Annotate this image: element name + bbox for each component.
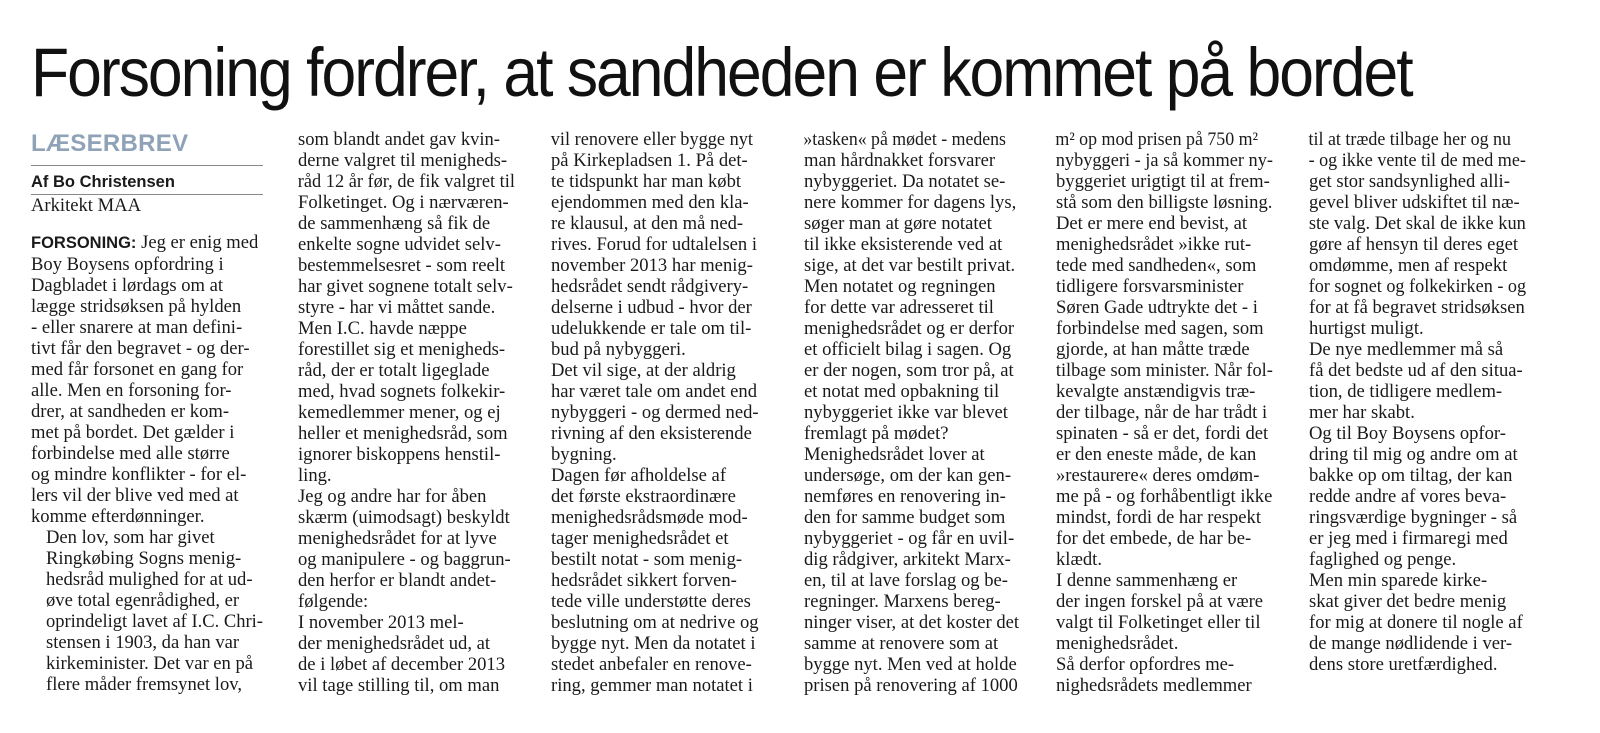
author-byline: Af Bo Christensen xyxy=(31,171,263,195)
text-line: »restaurere« deres omdøm- xyxy=(1056,465,1260,486)
text-line: alle. Men en forsoning for- xyxy=(31,380,232,401)
text-line: dig rådgiver, arkitekt Marx- xyxy=(804,549,1011,570)
text-line: råd 12 år før, de fik valgret til xyxy=(297,171,515,192)
text-line: vil renovere eller bygge nyt xyxy=(550,129,753,150)
text-line: tidligere forsvarsminister xyxy=(1056,276,1244,297)
text-line: samme at renovere som at xyxy=(804,633,999,654)
text-line: forbindelse med sagen, som xyxy=(1056,318,1264,339)
text-line: nighedsrådets medlemmer xyxy=(1056,675,1252,696)
text-line: øve total egenrådighed, er xyxy=(46,590,240,611)
text-line: kemedlemmer mener, og ej xyxy=(298,402,501,423)
text-line: gøre af hensyn til deres eget xyxy=(1309,234,1519,255)
text-line: og mindre konflikter - for el- xyxy=(31,464,247,485)
text-line: vil tage stilling til, om man xyxy=(298,675,500,696)
text-line: omdømme, men af respekt xyxy=(1309,255,1508,276)
column-body xyxy=(1041,129,1273,696)
article-paragraph xyxy=(536,360,768,465)
text-line: derne valgret til menigheds- xyxy=(298,150,508,171)
text-line: kirkeminister. Det var en på xyxy=(46,653,254,674)
text-line: Dagen før afholdelse af xyxy=(551,465,727,486)
text-line: me på - og forhåbentligt ikke xyxy=(1056,486,1273,507)
text-line: prisen på renovering af 1000 xyxy=(804,675,1018,696)
text-line: kevalgte anstændigvis træ- xyxy=(1056,381,1256,402)
text-line: valgt til Folketinget eller til xyxy=(1056,612,1261,633)
article-paragraph xyxy=(31,527,263,695)
text-line: ste valg. Det skal de ikke kun xyxy=(1308,213,1526,234)
text-line: fremlagt på mødet? xyxy=(804,423,949,444)
text-line: Søren Gade udtrykte det - i xyxy=(1056,297,1258,318)
text-line: november 2013 har menig- xyxy=(551,255,753,276)
text-line: dring til mig og andre om at xyxy=(1309,444,1518,465)
text-line: hedsrådet sendt rådgivery- xyxy=(551,276,749,297)
text-line: med, hvad sognets folkekir- xyxy=(298,381,506,402)
text-line: heller et menighedsråd, som xyxy=(298,423,508,444)
text-line: spinaten - så er det, fordi det xyxy=(1056,423,1269,444)
text-line: et officielt bilag i sagen. Og xyxy=(804,339,1012,360)
article-column-3 xyxy=(536,129,768,696)
text-line: hedsråd mulighed for at ud- xyxy=(46,569,253,590)
text-line: - og ikke vente til de med me- xyxy=(1308,150,1526,171)
text-line: met på bordet. Det gælder i xyxy=(31,422,235,443)
text-line: I denne sammenhæng er xyxy=(1056,570,1238,591)
text-line: hurtigst muligt. xyxy=(1309,318,1424,339)
article-column-1 xyxy=(31,129,263,695)
text-line: tilbage som minister. Når fol- xyxy=(1055,360,1273,381)
text-line: I november 2013 mel- xyxy=(298,612,464,633)
text-line: for dette var adresseret til xyxy=(804,297,994,318)
text-line: menighedsrådet og er derfor xyxy=(804,318,1015,339)
text-line: som blandt andet gav kvin- xyxy=(297,129,501,150)
author-title: Arkitekt MAA xyxy=(31,195,142,216)
article-paragraph xyxy=(283,612,515,696)
text-line: menighedsrådet »ikke rut- xyxy=(1056,234,1252,255)
text-line: rivning af den eksisterende xyxy=(551,423,752,444)
text-line: skat giver det bedre menig xyxy=(1309,591,1507,612)
text-line: har været tale om andet end xyxy=(551,381,758,402)
article-paragraph xyxy=(1294,129,1526,339)
text-line: der tilbage, når de har trådt i xyxy=(1056,402,1268,423)
text-line: redde andre af vores beva- xyxy=(1309,486,1507,507)
text-line: nybyggeri - ja så kommer ny- xyxy=(1055,150,1273,171)
text-line: stensen i 1903, da han var xyxy=(46,632,240,653)
text-line: Folketinget. Og i nærværen- xyxy=(298,192,509,213)
article-paragraph xyxy=(1041,213,1273,570)
article-headline: Forsoning fordrer, at sandheden er kommet på bordet xyxy=(31,34,1412,111)
text-line: Dagbladet i lørdags om at xyxy=(31,275,224,296)
text-line: De nye medlemmer må så xyxy=(1309,339,1504,360)
text-line: ring, gemmer man notatet i xyxy=(551,675,753,696)
article-paragraph xyxy=(536,129,768,360)
article-column-6 xyxy=(1294,129,1526,675)
text-line: bakke op om tiltag, der kan xyxy=(1309,465,1513,486)
text-line: bygge nyt. Men ved at holde xyxy=(804,654,1017,675)
text-line: delserne i udbud - hvor der xyxy=(551,297,752,318)
text-line: Den lov, som har givet xyxy=(46,527,215,548)
text-line: på Kirkepladsen 1. På det- xyxy=(551,150,748,171)
article-paragraph xyxy=(283,318,515,486)
text-line: for det embede, de har be- xyxy=(1056,528,1252,549)
text-line: nybyggeriet ikke var blevet xyxy=(804,402,1008,423)
text-line: har givet sognene totalt selv- xyxy=(298,276,513,297)
column-body xyxy=(31,232,263,695)
text-line: beslutning om at nedrive og xyxy=(551,612,759,633)
text-line: m² op mod prisen på 750 m² xyxy=(1055,129,1258,150)
text-line: nybyggeriet - og får en uvil- xyxy=(804,528,1015,549)
text-line: forestillet sig et menigheds- xyxy=(298,339,506,360)
article-paragraph xyxy=(1294,423,1526,570)
text-line: byggeriet urigtigt til at frem- xyxy=(1056,171,1270,192)
text-line: sige, at det var bestilt privat. xyxy=(804,255,1016,276)
text-line: mindst, fordi de har respekt xyxy=(1056,507,1261,528)
text-line: ignorer biskoppens henstil- xyxy=(298,444,501,465)
text-line: ling. xyxy=(298,465,332,486)
text-line: den herfor er blandt andet- xyxy=(298,570,497,591)
text-line: Det vil sige, at der aldrig xyxy=(551,360,736,381)
text-line: de i løbet af december 2013 xyxy=(298,654,506,675)
text-line: komme efterdønninger. xyxy=(31,506,205,527)
text-line: Men notatet og regningen xyxy=(804,276,996,297)
text-line: regninger. Marxens bereg- xyxy=(804,591,1001,612)
text-line: menighedsrådet for at lyve xyxy=(298,528,497,549)
text-line: er der nogen, som tror på, at xyxy=(804,360,1014,381)
text-line: lers vil der blive ved med at xyxy=(31,485,239,506)
text-line: dens store uretfærdighed. xyxy=(1309,654,1498,675)
text-line: styre - har vi måttet sande. xyxy=(298,297,496,318)
text-line: undersøge, om der kan gen- xyxy=(804,465,1012,486)
text-line: »tasken« på mødet - medens xyxy=(803,129,1006,150)
text-line: følgende: xyxy=(298,591,369,612)
article-column-4 xyxy=(789,129,1021,696)
article-paragraph xyxy=(283,129,515,318)
article-paragraph xyxy=(789,129,1021,444)
text-line: Det er mere end bevist, at xyxy=(1056,213,1248,234)
article-paragraph xyxy=(1294,570,1526,675)
text-line: søger man at gøre notatet xyxy=(804,213,992,234)
text-line: Boy Boysens opfordring i xyxy=(31,254,224,275)
text-line: det første ekstraordinære xyxy=(551,486,736,507)
text-line: oprindeligt lavet af I.C. Chri- xyxy=(45,611,263,632)
text-line: bestemmelsesret - som reelt xyxy=(298,255,506,276)
article-paragraph xyxy=(789,444,1021,696)
text-line: for mig at donere til nogle af xyxy=(1309,612,1523,633)
text-line: menighedsrådsmøde mod- xyxy=(551,507,748,528)
text-line: skærm (uimodsagt) beskyldt xyxy=(298,507,510,528)
text-line: et notat med opbakning til xyxy=(804,381,1000,402)
text-line: Ringkøbing Sogns menig- xyxy=(46,548,242,569)
text-line: menighedsrådet. xyxy=(1056,633,1179,654)
text-line: til ikke eksisterende ved at xyxy=(804,234,1003,255)
text-line: nybyggeriet. Da notatet se- xyxy=(804,171,1006,192)
text-line: nybyggeri - og dermed ned- xyxy=(551,402,759,423)
text-line: tivt får den begravet - og der- xyxy=(31,338,250,359)
article-paragraph xyxy=(1041,654,1273,696)
article-column-5 xyxy=(1041,129,1273,696)
section-kicker: LÆSERBREV xyxy=(31,129,263,166)
text-line: klædt. xyxy=(1056,549,1102,570)
article-paragraph xyxy=(283,486,515,612)
text-line: den for samme budget som xyxy=(804,507,1006,528)
text-line: de sammenhæng så fik de xyxy=(298,213,491,234)
article-paragraph xyxy=(1041,570,1273,654)
text-line: bygge nyt. Men da notatet i xyxy=(551,633,756,654)
text-line: lægge stridsøksen på hylden xyxy=(31,296,242,317)
text-line: bygning. xyxy=(551,444,617,465)
text-line: nemføres en renovering in- xyxy=(804,486,1006,507)
text-line: ninger viser, at det koster det xyxy=(804,612,1020,633)
text-line: re klausul, at den må ned- xyxy=(551,213,744,234)
text-line: de mange nødlidende i ver- xyxy=(1309,633,1513,654)
text-line: tede med sandheden«, som xyxy=(1056,255,1257,276)
text-line: rives. Forud for udtalelsen i xyxy=(551,234,758,255)
text-line: drer, at sandheden er kom- xyxy=(31,401,230,422)
text-line: tager menighedsrådet et xyxy=(551,528,729,549)
lead-word: FORSONING: xyxy=(31,234,137,252)
text-line: nere kommer for dagens lys, xyxy=(804,192,1017,213)
article-paragraph xyxy=(1294,339,1526,423)
text-line: få det bedste ud af den situa- xyxy=(1309,360,1523,381)
text-line: enkelte sogne udvidet selv- xyxy=(298,234,501,255)
text-line: til at træde tilbage her og nu xyxy=(1308,129,1512,150)
text-line: for at få begravet stridsøksen xyxy=(1309,297,1525,318)
text-line: en, til at lave forslag og be- xyxy=(804,570,1008,591)
text-line: med får forsonet en gang for xyxy=(31,359,244,380)
text-line: mer har skabt. xyxy=(1309,402,1415,423)
text-line: gevel bliver udskiftet til næ- xyxy=(1309,192,1520,213)
article-column-2 xyxy=(283,129,515,696)
text-line: man hårdnakket forsvarer xyxy=(804,150,996,171)
text-line: Jeg og andre har for åben xyxy=(298,486,487,507)
text-line: hedsrådet sikkert forven- xyxy=(551,570,737,591)
text-line: gjorde, at han måtte træde xyxy=(1056,339,1250,360)
text-line: stå som den billigste løsning. xyxy=(1056,192,1273,213)
column-body xyxy=(536,129,768,696)
text-line: Men min sparede kirke- xyxy=(1309,570,1488,591)
text-line: for sognet og folkekirken - og xyxy=(1308,276,1527,297)
article-paragraph xyxy=(536,465,768,696)
text-line: - eller snarere at man defini- xyxy=(31,317,243,338)
text-line: udelukkende er tale om til- xyxy=(551,318,752,339)
article-paragraph xyxy=(31,232,263,527)
column-body xyxy=(283,129,515,696)
column-body xyxy=(789,129,1021,696)
text-line: get stor sandsynlighed alli- xyxy=(1309,171,1510,192)
text-line: te tidspunkt har man købt xyxy=(551,171,742,192)
text-line: der menighedsrådet ud, at xyxy=(298,633,491,654)
text-line: flere måder fremsynet lov, xyxy=(46,674,243,695)
text-line: Men I.C. havde næppe xyxy=(298,318,467,339)
text-line: bud på nybyggeri. xyxy=(551,339,686,360)
text-line: ringsværdige bygninger - så xyxy=(1309,507,1518,528)
text-line: ejendommen med den kla- xyxy=(551,192,749,213)
text-line: Jeg er enig med xyxy=(141,232,259,253)
text-line: forbindelse med alle større xyxy=(31,443,230,464)
text-line: tion, de tidligere medlem- xyxy=(1309,381,1503,402)
text-line: bestilt notat - som menig- xyxy=(551,549,743,570)
text-line: råd, der er totalt ligeglade xyxy=(298,360,490,381)
text-line: tede ville understøtte deres xyxy=(551,591,751,612)
text-line: Menighedsrådet lover at xyxy=(804,444,985,465)
article-paragraph xyxy=(1041,129,1273,213)
text-line: Så derfor opfordres me- xyxy=(1056,654,1235,675)
text-line: og manipulere - og baggrun- xyxy=(298,549,511,570)
text-line: er den eneste måde, de kan xyxy=(1056,444,1257,465)
text-line: faglighed og penge. xyxy=(1309,549,1457,570)
text-line: der ingen forskel på at være xyxy=(1056,591,1264,612)
text-line: Og til Boy Boysens opfor- xyxy=(1309,423,1506,444)
text-line: er jeg med i firmaregi med xyxy=(1309,528,1508,549)
text-line: stedet anbefaler en renove- xyxy=(551,654,752,675)
column-body xyxy=(1294,129,1526,675)
